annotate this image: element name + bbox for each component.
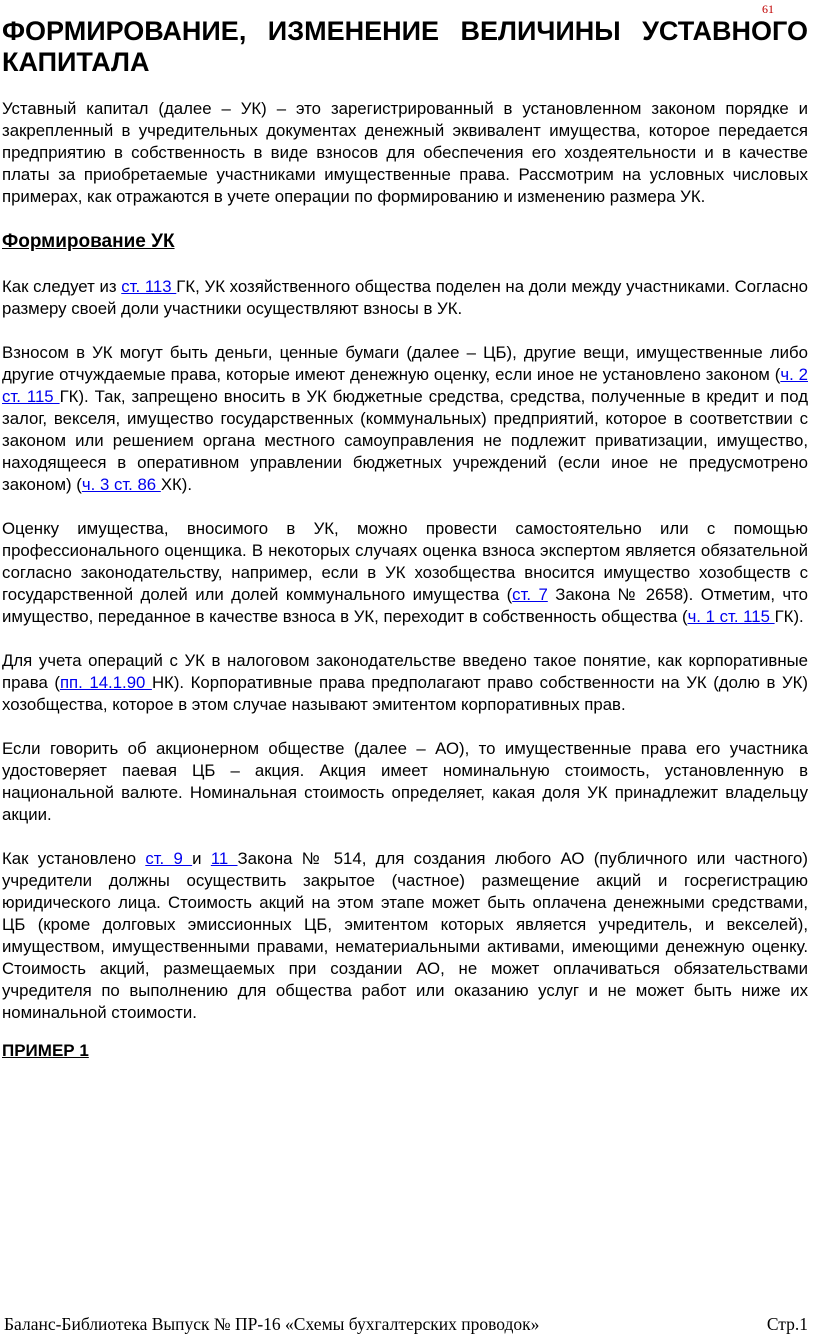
text-segment: Как следует из — [2, 277, 122, 296]
text-segment: Взносом в УК могут быть деньги, ценные бумаги (далее – ЦБ), другие вещи, имущественные либо другие отчуждаемые права, которые имеют денежную оценку, если иное не установлено законом ( — [2, 343, 808, 384]
text-segment: ГК, УК хозяйственного общества поделен на доли между участниками. Согласно размеру своей доли участники осуществляют взносы в УК. — [2, 277, 808, 318]
text-segment: Закона № 2658). Отметим, что имущество, переданное в качестве взноса в УК, переходит в собственность общества ( — [2, 585, 809, 626]
link-law-2658-art-7[interactable]: ст. 7 — [512, 585, 548, 604]
text-segment: Оценку имущества, вносимого в УК, можно провести самостоятельно или с помощью профессионального оценщика. В некоторых случаях оценка взноса экспертом является обязательной согласно законодательству, например, если в УК хозобщества вносится имущество хозобществ с государственной долей или долей коммунального имущества ( — [2, 519, 808, 604]
document-body — [2, 98, 808, 1062]
footer-page-label: Стр.1 — [766, 1314, 808, 1334]
paragraph-4 — [2, 650, 808, 716]
text-segment: НК). Корпоративные права предполагают право собственности на УК (долю в УК) хозобщества, которое в этом случае называют эмитентом корпоративных прав. — [2, 673, 808, 714]
link-gk-art-113[interactable]: ст. 113 — [121, 277, 177, 296]
text-segment: ХК). — [160, 475, 193, 494]
link-law-514-art-9[interactable]: ст. 9 — [145, 849, 193, 868]
footer-publication: Баланс-Библиотека Выпуск № ПР-16 «Схемы бухгалтерских проводок» — [4, 1314, 540, 1334]
text-segment: Как установлено — [2, 849, 146, 868]
text-segment: Для учета операций с УК в налоговом законодательстве введено такое понятие, как корпоративные права ( — [2, 651, 808, 692]
link-hk-art-86-p3[interactable]: ч. 3 ст. 86 — [81, 475, 161, 494]
link-gk-art-115-p1[interactable]: ч. 1 ст. 115 — [687, 607, 775, 626]
link-law-514-art-11[interactable]: 11 — [210, 849, 238, 868]
text-segment: и — [192, 849, 211, 868]
paragraph-2 — [2, 342, 808, 496]
intro-paragraph: Уставный капитал (далее – УК) – это зарегистрированный в установленном законом порядке и закрепленный в учредительных документах денежный эквивалент имущества, которое передается предприятию в собственность в виде взносов для обеспечения его хоздеятельности и в качестве платы за приобретаемые участниками имущественные права. Рассмотрим на условных числовых примерах, как отражаются в учете операции по формированию и изменению размера УК. — [2, 99, 808, 206]
text-segment: ГК). Так, запрещено вносить в УК бюджетные средства, средства, полученные в кредит и под залог, векселя, имущество государственных (коммунальных) предприятий, которое в соответствии с законом или решением органа местного самоуправления не подлежит приватизации, имущество, находящееся в оперативном управлении бюджетных учреждений (если иное не предусмотрено законом) ( — [2, 387, 808, 494]
link-nk-14-1-90[interactable]: пп. 14.1.90 — [59, 673, 152, 692]
link-gk-art-115-p2[interactable]: ч. 2 ст. 115 — [2, 365, 808, 406]
paragraph-5: Если говорить об акционерном обществе (далее – АО), то имущественные права его участника удостоверяет паевая ЦБ – акция. Акция имеет номинальную стоимость, установленную в национальной валюте. Номинальная стоимость определяет, какая доля УК принадлежит владельцу акции. — [2, 739, 808, 824]
paragraph-6 — [2, 848, 808, 1024]
text-segment: ГК). — [774, 607, 804, 626]
page-footer — [4, 1313, 808, 1335]
paragraph-1 — [2, 276, 808, 320]
section-heading-example-1: ПРИМЕР 1 — [2, 1041, 89, 1060]
section-heading-formation: Формирование УК — [2, 231, 175, 252]
page-number: 61 — [762, 2, 774, 16]
text-segment: Закона № 514, для создания любого АО (публичного или частного) учредители должны осуществить закрытое (частное) размещение акций и госрегистрацию юридического лица. Стоимость акций на этом этапе может быть оплачена денежными средствами, ЦБ (кроме долговых эмиссионных ЦБ, эмитентом которых является учредитель, и векселей), имуществом, имущественными правами, нематериальными активами, имеющими денежную оценку. Стоимость акций, размещаемых при создании АО, не может оплачиваться обязательствами учредителя по выполнению для общества работ или оказанию услуг и не может быть ниже их номинальной стоимости. — [2, 849, 808, 1022]
paragraph-3 — [2, 518, 808, 628]
page-title: ФОРМИРОВАНИЕ, ИЗМЕНЕНИЕ ВЕЛИЧИНЫ УСТАВНОГО КАПИТАЛА — [2, 16, 808, 77]
